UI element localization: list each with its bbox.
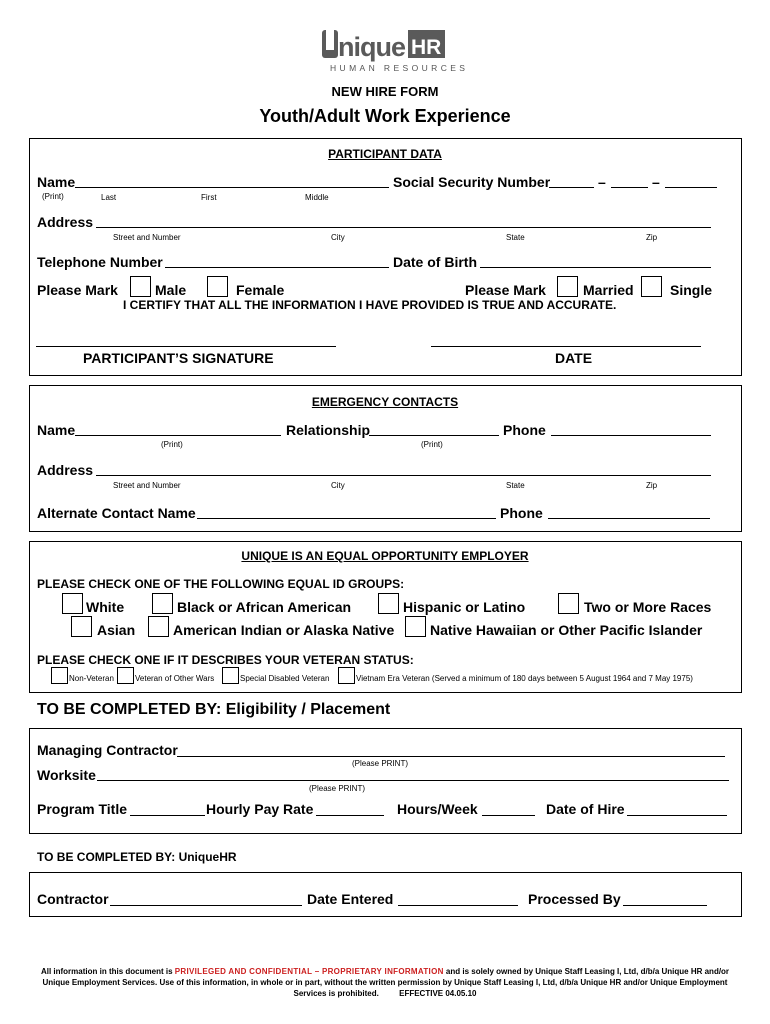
telephone-field[interactable] (165, 267, 389, 268)
hours-week-field[interactable] (482, 815, 535, 816)
female-checkbox[interactable] (207, 276, 228, 297)
zip-hint: Zip (646, 233, 658, 242)
emergency-street-hint: Street and Number (113, 481, 181, 490)
male-label: Male (155, 282, 187, 298)
print-hint: (Print) (42, 192, 64, 201)
emergency-name-field[interactable] (75, 435, 281, 436)
single-checkbox[interactable] (641, 276, 662, 297)
unique-hr-logo (320, 26, 469, 74)
contractor-label: Contractor (37, 891, 109, 907)
managing-contractor-field[interactable] (177, 756, 725, 757)
eeo-section-title: UNIQUE IS AN EQUAL OPPORTUNITY EMPLOYER (241, 549, 529, 563)
worksite-field[interactable] (97, 780, 729, 781)
certify-statement: I CERTIFY THAT ALL THE INFORMATION I HAVE PROVIDED IS TRUE AND ACCURATE. (123, 298, 617, 312)
hours-week-label: Hours/Week (397, 801, 478, 817)
hispanic-checkbox[interactable] (378, 593, 399, 614)
participant-section-title: PARTICIPANT DATA (328, 147, 442, 161)
asian-label: Asian (97, 622, 136, 638)
non-veteran-label: Non-Veteran (69, 674, 114, 683)
form-title: NEW HIRE FORM (331, 84, 439, 99)
emergency-city-hint: City (331, 481, 345, 490)
emergency-state-hint: State (506, 481, 525, 490)
ssn-separator-2: – (652, 174, 660, 190)
female-label: Female (236, 282, 285, 298)
two-or-more-label: Two or More Races (584, 599, 712, 615)
state-hint: State (506, 233, 525, 242)
emergency-zip-hint: Zip (646, 481, 658, 490)
date-entered-label: Date Entered (307, 891, 394, 907)
svg-text:nique: nique (338, 32, 405, 62)
program-title-field[interactable] (130, 815, 205, 816)
participant-address-field[interactable] (96, 227, 711, 228)
svg-text:HR: HR (411, 36, 442, 59)
worksite-label: Worksite (37, 767, 96, 783)
uniquehr-heading: TO BE COMPLETED BY: UniqueHR (37, 850, 237, 864)
alternate-phone-field[interactable] (548, 518, 710, 519)
placement-heading: TO BE COMPLETED BY: Eligibility / Placement (37, 701, 391, 718)
black-checkbox[interactable] (152, 593, 173, 614)
relationship-label: Relationship (286, 422, 371, 438)
emergency-address-label: Address (37, 462, 94, 478)
managing-contractor-label: Managing Contractor (37, 742, 178, 758)
white-checkbox[interactable] (62, 593, 83, 614)
married-checkbox[interactable] (557, 276, 578, 297)
two-or-more-checkbox[interactable] (558, 593, 579, 614)
emergency-name-label: Name (37, 422, 76, 438)
participant-address-label: Address (37, 214, 94, 230)
please-mark-gender-label: Please Mark (37, 282, 118, 298)
male-checkbox[interactable] (130, 276, 151, 297)
contractor-field[interactable] (110, 905, 302, 906)
please-print-hint-2: (Please PRINT) (309, 784, 366, 793)
city-hint: City (331, 233, 345, 242)
married-label: Married (583, 282, 634, 298)
emergency-phone-field[interactable] (551, 435, 711, 436)
non-veteran-checkbox[interactable] (51, 667, 68, 684)
footer-effective: EFFECTIVE 04.05.10 (399, 989, 477, 998)
first-hint: First (201, 193, 217, 202)
processed-by-label: Processed By (528, 891, 621, 907)
alternate-contact-label: Alternate Contact Name (37, 505, 196, 521)
eeo-section (29, 541, 742, 693)
date-of-hire-field[interactable] (627, 815, 727, 816)
veteran-prompt: PLEASE CHECK ONE IF IT DESCRIBES YOUR VETERAN STATUS: (37, 653, 414, 667)
american-indian-checkbox[interactable] (148, 616, 169, 637)
asian-checkbox[interactable] (71, 616, 92, 637)
ssn-part3-field[interactable] (665, 187, 717, 188)
processed-by-field[interactable] (623, 905, 707, 906)
disabled-veteran-checkbox[interactable] (222, 667, 239, 684)
date-of-hire-label: Date of Hire (546, 801, 625, 817)
hourly-pay-label: Hourly Pay Rate (206, 801, 314, 817)
signature-label: PARTICIPANT’S SIGNATURE (83, 350, 274, 366)
signature-date-label: DATE (555, 350, 593, 366)
alternate-phone-label: Phone (500, 505, 543, 521)
american-indian-label: American Indian or Alaska Native (173, 622, 395, 638)
emergency-phone-label: Phone (503, 422, 546, 438)
vietnam-veteran-label: Vietnam Era Veteran (Served a minimum of 180 days between 5 August 1964 and 7 May 1975) (356, 674, 693, 683)
emergency-address-field[interactable] (96, 475, 711, 476)
hawaiian-checkbox[interactable] (405, 616, 426, 637)
hourly-pay-field[interactable] (316, 815, 384, 816)
program-title-label: Program Title (37, 801, 127, 817)
other-wars-checkbox[interactable] (117, 667, 134, 684)
dob-label: Date of Birth (393, 254, 477, 270)
participant-name-field[interactable] (75, 187, 389, 188)
footer-text-2: and is solely owned by Unique Staff Leasing I, Ltd, d/b/a Unique HR and/or Unique Employment Services. Use of this information, in whole or in part, without the written permission by Unique Staff Leasing I, Ltd, d/b/a Unique HR and/or Unique Employment Services is prohibited. (42, 967, 730, 998)
ssn-part2-field[interactable] (611, 187, 648, 188)
hispanic-label: Hispanic or Latino (403, 599, 526, 615)
black-label: Black or African American (177, 599, 352, 615)
logo-subtitle: HUMAN RESOURCES (330, 63, 469, 73)
form-subtitle: Youth/Adult Work Experience (259, 106, 511, 126)
emergency-print-hint-1: (Print) (161, 440, 183, 449)
footer-disclaimer (34, 966, 736, 999)
white-label: White (86, 599, 125, 615)
last-hint: Last (101, 193, 117, 202)
please-mark-marital-label: Please Mark (465, 282, 546, 298)
hawaiian-label: Native Hawaiian or Other Pacific Islander (430, 622, 703, 638)
eeo-groups-prompt: PLEASE CHECK ONE OF THE FOLLOWING EQUAL ID GROUPS: (37, 577, 405, 591)
street-hint: Street and Number (113, 233, 181, 242)
disabled-veteran-label: Special Disabled Veteran (240, 674, 330, 683)
emergency-section-title: EMERGENCY CONTACTS (311, 395, 459, 409)
ssn-part1-field[interactable] (549, 187, 594, 188)
participant-signature-field[interactable] (36, 346, 336, 347)
relationship-field[interactable] (369, 435, 499, 436)
alternate-contact-field[interactable] (197, 518, 496, 519)
signature-date-field[interactable] (431, 346, 701, 347)
telephone-label: Telephone Number (37, 254, 163, 270)
footer-text-1: All information in this document is (40, 967, 175, 976)
please-print-hint-1: (Please PRINT) (352, 759, 409, 768)
other-wars-label: Veteran of Other Wars (135, 674, 215, 683)
emergency-print-hint-2: (Print) (421, 440, 443, 449)
vietnam-veteran-checkbox[interactable] (338, 667, 355, 684)
date-entered-field[interactable] (398, 905, 518, 906)
single-label: Single (670, 282, 713, 298)
ssn-separator-1: – (598, 174, 606, 190)
participant-name-label: Name (37, 174, 76, 190)
ssn-label: Social Security Number (393, 174, 551, 190)
dob-field[interactable] (480, 267, 711, 268)
middle-hint: Middle (305, 193, 329, 202)
footer-privileged: PRIVILEGED AND CONFIDENTIAL – PROPRIETARY INFORMATION (174, 967, 444, 976)
